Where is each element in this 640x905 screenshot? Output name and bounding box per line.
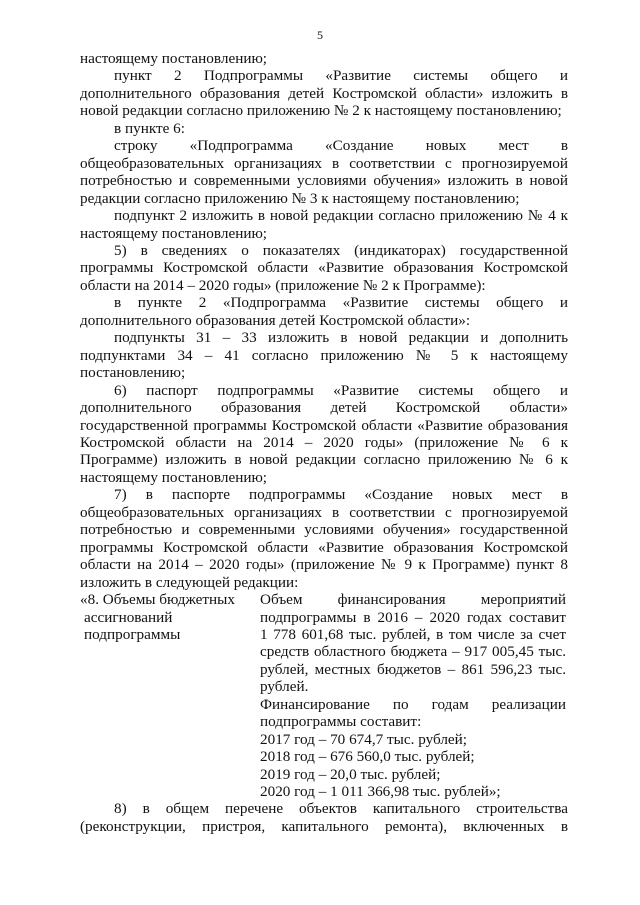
- text-line: области на 2014 – 2020 годы» (приложение № 2 к Программе):: [80, 276, 486, 294]
- text-line: подпункты 31 – 33 изложить в новой редакции и дополнить: [114, 329, 568, 347]
- text-line: дополнительного образования детей Костромской области»: [80, 399, 568, 417]
- table-value-line: Объем финансирования мероприятий: [260, 591, 566, 609]
- body-text-bottom: [80, 800, 568, 835]
- document-body: [80, 50, 568, 835]
- text-line: настоящему постановлению;: [80, 468, 268, 486]
- page-number: 5: [317, 28, 323, 42]
- text-line: 7) в паспорте подпрограммы «Создание новых мест в: [114, 486, 568, 504]
- text-line: в пункте 6:: [114, 119, 185, 137]
- text-line: настоящему постановлению;: [80, 50, 268, 67]
- table-value-line: Финансирование по годам реализации: [260, 695, 566, 713]
- text-line: постановлению;: [80, 364, 186, 382]
- text-line: в пункте 2 «Подпрограмма «Развитие системы общего и: [114, 294, 568, 312]
- table-label-line: ассигнований: [84, 608, 173, 626]
- text-line: потребностью и современными условиями обучения» государственной: [80, 521, 568, 539]
- text-line: программы Костромской области «Развитие образования Костромской: [80, 259, 568, 277]
- text-line: 6) паспорт подпрограммы «Развитие системы общего и: [114, 381, 568, 399]
- budget-table-value-cell: [260, 591, 566, 800]
- table-value-line: подпрограммы в 2016 – 2020 годах составит: [260, 608, 566, 626]
- text-line: строку «Подпрограмма «Создание новых мест в: [114, 137, 568, 155]
- text-line: 5) в сведениях о показателях (индикаторах) государственной: [114, 241, 568, 259]
- budget-table-label-cell: [80, 591, 256, 800]
- table-value-line: 1 778 601,68 тыс. рублей, в том числе за счет: [260, 625, 566, 643]
- text-line: дополнительного образования детей Костромской области»:: [80, 311, 471, 329]
- text-line: изложить в следующей редакции:: [80, 573, 299, 591]
- text-line: (реконструкции, пристроя, капитального ремонта), включенных в: [80, 817, 568, 835]
- text-line: Костромской области на 2014 – 2020 годы» (приложение № 6 к: [80, 433, 568, 451]
- table-value-line: подпрограммы составит:: [260, 713, 422, 731]
- text-line: общеобразовательных организациях в соответствии с прогнозируемой: [80, 154, 568, 172]
- table-value-line: 2018 год – 676 560,0 тыс. рублей;: [260, 748, 475, 766]
- table-value-line: рублей.: [260, 678, 309, 696]
- text-line: подпунктами 34 – 41 согласно приложению № 5 к настоящему: [80, 346, 568, 364]
- table-value-line: средств областного бюджета – 917 005,45 тыс.: [260, 643, 566, 661]
- text-line: дополнительного образования детей Костромской области» изложить в: [80, 84, 568, 102]
- table-value-line: 2019 год – 20,0 тыс. рублей;: [260, 765, 441, 783]
- text-line: пункт 2 Подпрограммы «Развитие системы общего и: [114, 67, 568, 85]
- table-label-line: «8. Объемы бюджетных: [80, 591, 235, 609]
- text-line: редакции согласно приложению № 3 к настоящему постановлению;: [80, 189, 520, 207]
- text-line: области на 2014 – 2020 годы» (приложение № 9 к Программе) пункт 8: [80, 556, 568, 574]
- text-line: государственной программы Костромской области «Развитие образования: [80, 416, 568, 434]
- text-line: новой редакции согласно приложению № 2 к настоящему постановлению;: [80, 102, 562, 120]
- table-value-line: 2017 год – 70 674,7 тыс. рублей;: [260, 730, 468, 748]
- body-text-top: [80, 50, 568, 591]
- table-value-line: 2020 год – 1 011 366,98 тыс. рублей»;: [260, 783, 501, 801]
- text-line: подпункт 2 изложить в новой редакции согласно приложению № 4 к: [114, 207, 568, 225]
- table-label-line: подпрограммы: [84, 625, 181, 643]
- text-line: общеобразовательных организациях в соответствии с прогнозируемой: [80, 503, 568, 521]
- text-line: программы Костромской области «Развитие образования Костромской: [80, 538, 568, 556]
- table-value-line: рублей, местных бюджетов – 861 596,23 тыс.: [260, 660, 566, 678]
- budget-table: [80, 591, 568, 800]
- text-line: настоящему постановлению;: [80, 224, 268, 242]
- text-line: Программе) изложить в новой редакции согласно приложению № 6 к: [80, 451, 568, 469]
- text-line: 8) в общем перечене объектов капитального строительства: [114, 800, 568, 818]
- text-line: потребностью и современными условиями обучения» изложить в новой: [80, 172, 568, 190]
